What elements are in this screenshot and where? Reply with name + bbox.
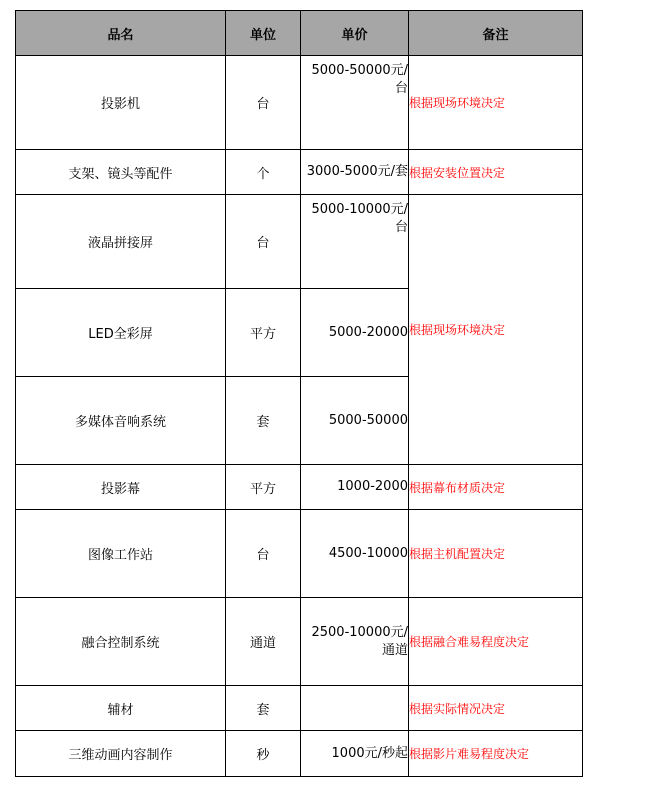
item-price: 5000-10000元/台: [301, 195, 409, 289]
table-row: [16, 195, 583, 289]
item-unit: 个: [226, 150, 301, 195]
item-price: 3000-5000元/套: [301, 150, 409, 195]
item-name: 支架、镜头等配件: [16, 150, 226, 195]
item-unit: 台: [226, 510, 301, 598]
table-row: [16, 150, 583, 195]
item-unit: 套: [226, 686, 301, 731]
item-unit: 台: [226, 56, 301, 150]
item-name: 融合控制系统: [16, 598, 226, 686]
header-name: 品名: [16, 11, 226, 56]
item-price: 5000-50000: [301, 377, 409, 465]
item-note: 根据实际情况决定: [409, 686, 583, 731]
item-note: 根据现场环境决定: [409, 195, 583, 465]
item-name: 三维动画内容制作: [16, 731, 226, 777]
item-price: 2500-10000元/通道: [301, 598, 409, 686]
item-name: 辅材: [16, 686, 226, 731]
item-name: 图像工作站: [16, 510, 226, 598]
table-row: [16, 731, 583, 777]
item-unit: 秒: [226, 731, 301, 777]
item-note: 根据现场环境决定: [409, 56, 583, 150]
item-unit: 平方: [226, 289, 301, 377]
item-note: 根据融合难易程度决定: [409, 598, 583, 686]
item-price: [301, 686, 409, 731]
item-unit: 通道: [226, 598, 301, 686]
price-table: [15, 10, 583, 777]
item-unit: 平方: [226, 465, 301, 510]
header-note: 备注: [409, 11, 583, 56]
item-name: 投影机: [16, 56, 226, 150]
table-row: [16, 598, 583, 686]
table-row: [16, 465, 583, 510]
item-name: 多媒体音响系统: [16, 377, 226, 465]
item-price: 1000元/秒起: [301, 731, 409, 777]
item-name: 液晶拼接屏: [16, 195, 226, 289]
item-note: 根据安装位置决定: [409, 150, 583, 195]
item-name: 投影幕: [16, 465, 226, 510]
item-note: 根据幕布材质决定: [409, 465, 583, 510]
item-note: 根据主机配置决定: [409, 510, 583, 598]
item-price: 1000-2000: [301, 465, 409, 510]
item-price: 4500-10000: [301, 510, 409, 598]
item-price: 5000-50000元/台: [301, 56, 409, 150]
item-note: 根据影片难易程度决定: [409, 731, 583, 777]
table-row: [16, 56, 583, 150]
table-row: [16, 686, 583, 731]
table-header-row: [16, 11, 583, 56]
item-price: 5000-20000: [301, 289, 409, 377]
item-unit: 套: [226, 377, 301, 465]
item-unit: 台: [226, 195, 301, 289]
item-name: LED全彩屏: [16, 289, 226, 377]
header-price: 单价: [301, 11, 409, 56]
header-unit: 单位: [226, 11, 301, 56]
table-row: [16, 510, 583, 598]
